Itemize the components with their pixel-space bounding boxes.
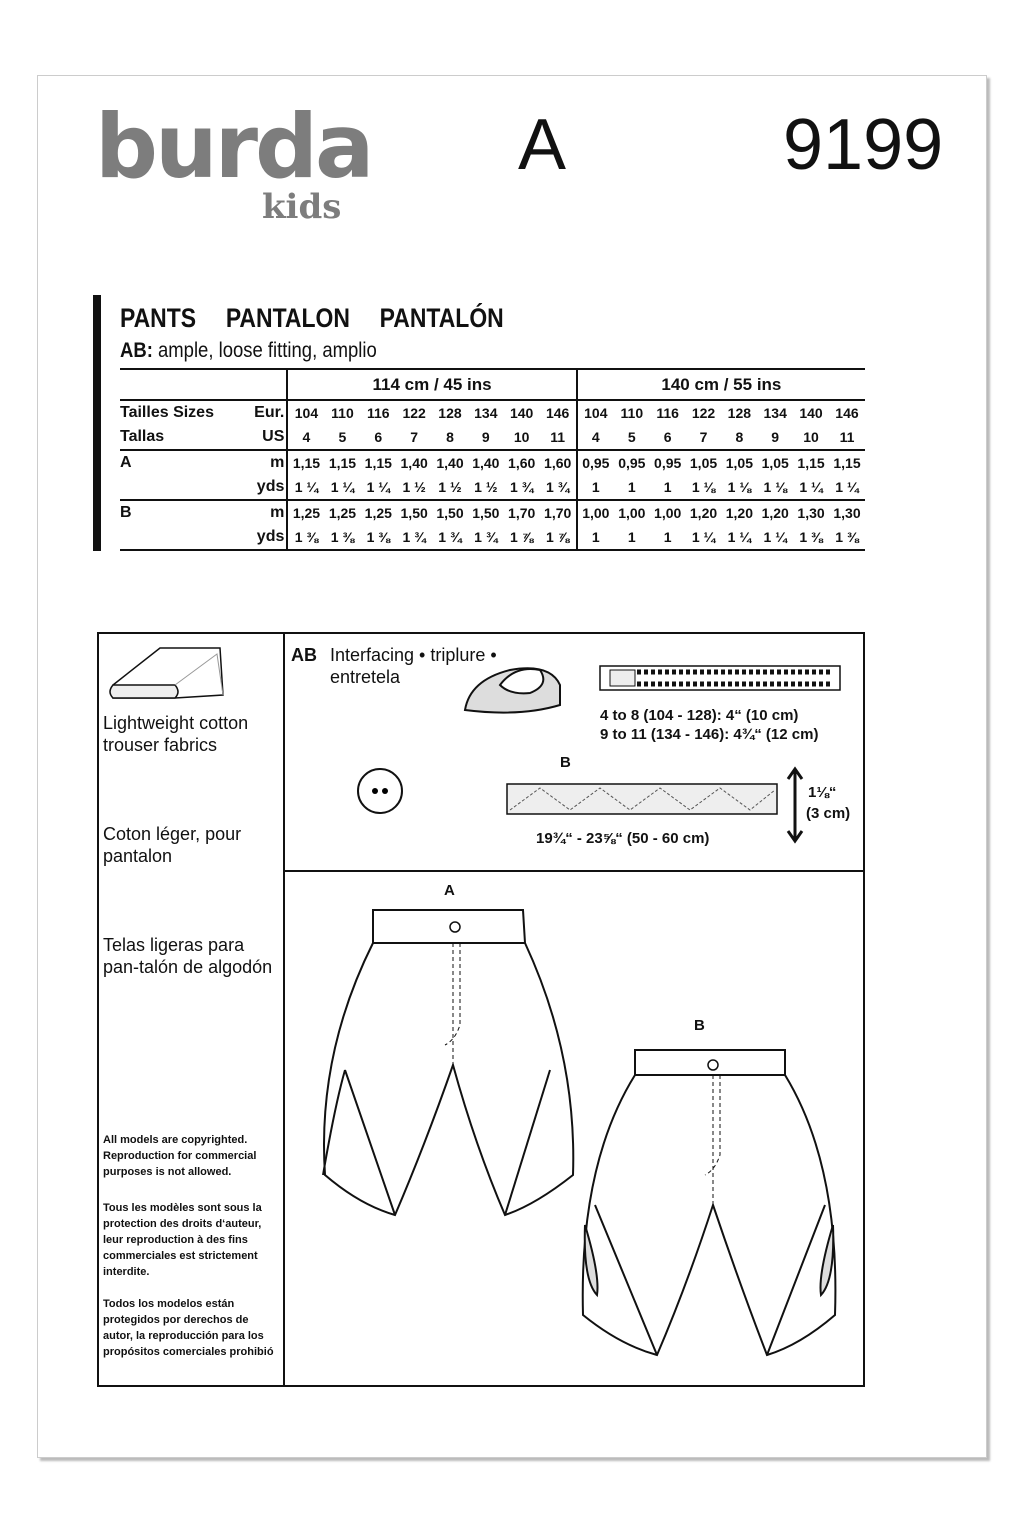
- yardage-value: 1,40: [468, 450, 504, 475]
- eur-size: 134: [763, 405, 787, 421]
- fabric-en: Lightweight cotton trouser fabrics: [103, 713, 249, 755]
- yardage-value: 1 ¼: [287, 475, 324, 500]
- yardage-value: 1,00: [577, 500, 614, 525]
- yardage-value: 1 ⅞: [504, 525, 540, 550]
- yardage-value: 1,50: [468, 500, 504, 525]
- size-label: Tailles Sizes: [120, 404, 214, 421]
- yardage-value: 1,15: [287, 450, 324, 475]
- yardage-value: 1 ¾: [545, 479, 570, 495]
- yardage-value: 1,05: [721, 450, 757, 475]
- us-size: 4: [577, 425, 614, 450]
- yardage-value: 1,25: [360, 500, 396, 525]
- yardage-value: 1,25: [325, 500, 361, 525]
- size-label: Tallas: [120, 428, 165, 445]
- yardage-value: 1,30: [793, 500, 829, 525]
- yardage-value: 1 ⅜: [325, 525, 361, 550]
- eur-size: 104: [577, 400, 614, 425]
- subtitle: [120, 338, 377, 363]
- band-length: 19¾“ - 23⅝“ (50 - 60 cm): [536, 830, 710, 847]
- iron-icon: [460, 655, 570, 720]
- yardage-value: 0,95: [650, 450, 686, 475]
- eur-size: 140: [799, 405, 823, 421]
- us-size: 9: [771, 429, 780, 445]
- view-b-drawing: [575, 1045, 845, 1365]
- yardage-value: 1 ¾: [509, 479, 534, 495]
- table-row: [120, 369, 865, 400]
- band-width: 1⅛“: [808, 784, 837, 801]
- yardage-value: 1 ¼: [757, 525, 793, 550]
- yardage-value: 1,20: [686, 500, 722, 525]
- us-size: 5: [338, 429, 347, 445]
- band-width-cm: (3 cm): [806, 805, 851, 822]
- column-divider: [283, 632, 285, 1387]
- eur-size: 110: [620, 405, 644, 421]
- yardage-value: 1,40: [396, 450, 432, 475]
- yardage-value: 1,70: [540, 500, 577, 525]
- unit-label: m: [244, 500, 288, 525]
- yardage-value: 1,15: [360, 450, 396, 475]
- view-b-label: B: [694, 1017, 705, 1034]
- interfacing-text: Interfacing • triplure •: [330, 645, 497, 665]
- brand-logo: burda: [95, 95, 372, 198]
- yardage-value: 1: [577, 525, 614, 550]
- yardage-value: 1: [663, 479, 672, 495]
- us-size: 6: [663, 429, 672, 445]
- yardage-value: 1,20: [721, 500, 757, 525]
- yardage-value: 1 ⅜: [829, 525, 865, 550]
- copyright-fr: Tous les modèles sont sous la protection des droits d‘auteur, leur reproduction à des fins commerciales est strictement interdite.: [103, 1202, 262, 1278]
- yardage-value: 1: [650, 525, 686, 550]
- yardage-value: 1,60: [504, 450, 540, 475]
- eur-size: 122: [402, 405, 426, 421]
- accent-bar: [93, 295, 101, 551]
- zipper-size-1: 4 to 8 (104 - 128): 4“ (10 cm): [600, 707, 799, 724]
- unit-label: yds: [244, 475, 288, 500]
- notions-label: AB: [291, 645, 317, 665]
- yardage-value: 1 ¼: [330, 479, 355, 495]
- eur-size: 140: [509, 405, 534, 421]
- eur-label: Eur.: [244, 400, 288, 425]
- yardage-value: 1 ⅜: [360, 525, 396, 550]
- interfacing-text-es: entretela: [330, 667, 401, 687]
- yardage-value: 1,50: [432, 500, 468, 525]
- pattern-number: 9199: [783, 105, 944, 185]
- yardage-value: 1 ⅛: [763, 479, 787, 495]
- us-size: 8: [735, 429, 744, 445]
- yardage-value: 1 ½: [438, 479, 462, 495]
- brand-sub-logo: kids: [262, 187, 342, 227]
- us-size: 10: [513, 429, 530, 445]
- copyright-es: Todos los modelos están protegidos por derechos de autor, la reproducción para los propósitos comerciales prohibió: [103, 1298, 274, 1358]
- view-label: [120, 525, 244, 550]
- yardage-value: 1: [627, 479, 636, 495]
- us-size: 9: [481, 429, 490, 445]
- yardage-value: 1 ¾: [432, 525, 468, 550]
- view-a-label: A: [444, 882, 455, 899]
- yardage-value: 1 ¼: [799, 479, 823, 495]
- unit-label: yds: [244, 525, 288, 550]
- eur-size: 104: [287, 400, 324, 425]
- eur-size: 134: [474, 405, 498, 421]
- us-size: 11: [839, 429, 855, 445]
- eur-size: 146: [545, 405, 570, 421]
- us-size: 8: [446, 429, 454, 445]
- us-label: US: [244, 425, 288, 450]
- yardage-value: 1 ⅜: [793, 525, 829, 550]
- yardage-value: 1: [614, 525, 650, 550]
- eur-size: 122: [691, 405, 716, 421]
- eur-size: 116: [656, 405, 679, 421]
- zipper-icon: [590, 658, 852, 698]
- view-label: A: [120, 450, 244, 475]
- yardage-value: 1,05: [757, 450, 793, 475]
- view-label: [120, 475, 244, 500]
- yardage-value: 1,40: [432, 450, 468, 475]
- yardage-value: 1,30: [829, 500, 865, 525]
- yardage-value: 1,50: [396, 500, 432, 525]
- eur-size: 146: [835, 405, 859, 421]
- subtitle-text: ample, loose fitting, amplio: [157, 339, 377, 362]
- yardage-value: 1 ¾: [468, 525, 504, 550]
- yardage-value: 0,95: [577, 450, 614, 475]
- yardage-value: 1,15: [325, 450, 361, 475]
- view-a-drawing: [315, 905, 585, 1225]
- yardage-value: 1 ⅛: [727, 479, 752, 495]
- yardage-value: 1 ¼: [686, 525, 722, 550]
- subtitle-label: AB:: [120, 339, 153, 362]
- yardage-value: 1,00: [614, 500, 650, 525]
- yardage-value: 1,15: [829, 450, 865, 475]
- view-letter: A: [518, 105, 567, 185]
- fabric-es: Telas ligeras para pan-talón de algodón: [103, 935, 273, 977]
- yardage-value: 1,00: [650, 500, 686, 525]
- width-arrow-icon: [785, 765, 805, 845]
- elastic-band-icon: [505, 780, 780, 820]
- yardage-value: 1 ¾: [396, 525, 432, 550]
- yardage-value: 1 ⅞: [540, 525, 577, 550]
- us-size: 11: [550, 429, 566, 445]
- page-title: PANTS PANTALON PANTALÓN: [120, 303, 504, 333]
- us-size: 5: [627, 429, 636, 445]
- yardage-value: 1 ¼: [721, 525, 757, 550]
- width-header: 140 cm / 55 ins: [577, 369, 865, 400]
- table-row: [120, 400, 865, 425]
- yardage-value: 0,95: [614, 450, 650, 475]
- yardage-value: 1,20: [757, 500, 793, 525]
- yardage-value: 1,60: [540, 450, 577, 475]
- view-label: B: [120, 500, 244, 525]
- eur-size: 116: [367, 405, 390, 421]
- row-divider: [283, 870, 865, 872]
- width-header: 114 cm / 45 ins: [287, 369, 576, 400]
- eur-size: 128: [727, 405, 752, 421]
- band-label: B: [560, 754, 571, 771]
- table-row: [120, 425, 865, 450]
- zipper-size-2: 9 to 11 (134 - 146): 4¾“ (12 cm): [600, 726, 819, 743]
- yardage-value: 1 ¼: [835, 479, 859, 495]
- yardage-value: 1,15: [793, 450, 829, 475]
- table-row: [120, 450, 865, 475]
- us-size: 7: [699, 429, 708, 445]
- yardage-value: 1 ⅛: [691, 479, 716, 495]
- yardage-value: 1,70: [504, 500, 540, 525]
- table-row: [120, 525, 865, 550]
- us-size: 7: [410, 429, 419, 445]
- copyright-en: All models are copyrighted. Reproduction for commercial purposes is not allowed.: [103, 1134, 257, 1178]
- blank-cell: [120, 369, 287, 400]
- button-icon: [355, 766, 405, 816]
- yardage-value: 1: [577, 475, 614, 500]
- eur-size: 128: [438, 405, 462, 421]
- fabric-fr: Coton léger, pour pantalon: [103, 824, 242, 866]
- us-size: 4: [287, 425, 324, 450]
- us-size: 6: [374, 429, 383, 445]
- unit-label: m: [244, 450, 288, 475]
- yardage-value: 1 ½: [474, 479, 498, 495]
- table-row: [120, 475, 865, 500]
- fabric-icon: [105, 640, 230, 705]
- yardage-value: 1 ⅜: [287, 525, 324, 550]
- table-row: [120, 500, 865, 525]
- yardage-value: 1,05: [686, 450, 722, 475]
- yardage-table: [120, 368, 865, 551]
- yardage-value: 1,25: [287, 500, 324, 525]
- eur-size: 110: [331, 405, 354, 421]
- yardage-value: 1 ¼: [366, 479, 390, 495]
- us-size: 10: [803, 429, 819, 445]
- yardage-value: 1 ½: [402, 479, 426, 495]
